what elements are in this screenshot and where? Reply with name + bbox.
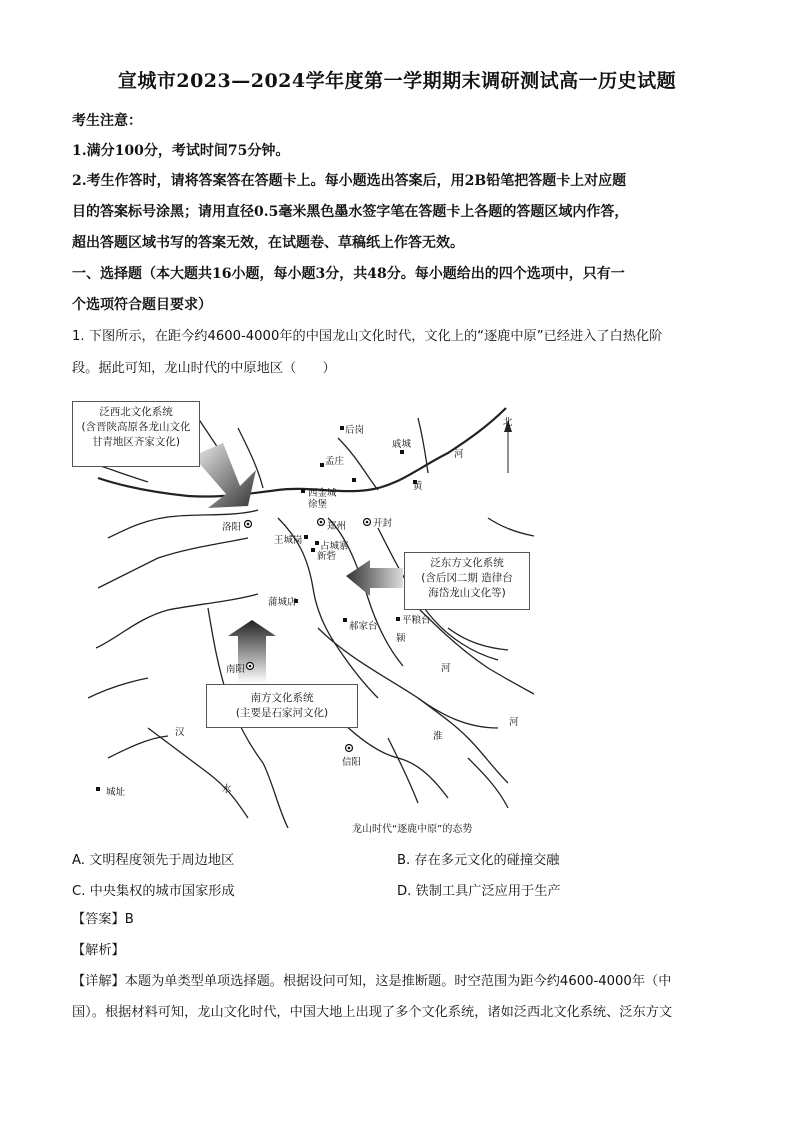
north-label: 北 [503,417,513,428]
south-culture-detail: (主要是石家河文化) [235,707,329,719]
option-d[interactable]: D. 铁制工具广泛应用于生产 [397,884,561,899]
arrow-east-icon [346,560,403,596]
detail-line-2: 国）。根据材料可知，龙山文化时代，中国大地上出现了多个文化系统，诸如泛西北文化系统、泛东方文 [72,1005,673,1020]
east-culture-detail-2: 海岱龙山文化等) [428,587,506,599]
question-1-stem-line-2: 段。据此可知，龙山时代的中原地区（ ） [72,361,336,376]
river-label-huai: 淮 [433,731,443,742]
east-culture-detail-1: (含后冈二期 造律台 [421,572,513,584]
east-culture-title: 泛东方文化系统 [430,557,504,569]
northwest-culture-title: 泛西北文化系统 [99,406,173,418]
city-luoyang: 洛阳 [222,522,242,533]
section-heading-line-1: 一、选择题（本大题共16小题，每小题3分，共48分。每小题给出的四个选项中，只有一 [72,266,625,282]
northwest-culture-detail-2: 甘青地区齐家文化) [91,436,181,448]
south-culture-box [206,684,358,728]
river-label-shui: 水 [222,784,232,795]
site-zhanchengzhai: 占城寨 [320,541,349,552]
answer-line: 【答案】B [72,912,134,927]
site-puchengdian: 蒲城店 [268,597,297,608]
question-1-stem-line-1: 1. 下图所示，在距今约4600-4000年的中国龙山文化时代，文化上的“逐鹿中原”已经进入了白热化阶 [72,329,663,344]
notice-item-2-line-1: 2.考生作答时，请将答案答在答题卡上。每小题选出答案后，用2B铅笔把答题卡上对应题 [72,173,627,189]
river-label-ying: 颍 [396,633,406,644]
site-haojiatai: 郝家台 [349,621,378,632]
legend-city-site: 城址 [106,787,126,798]
east-culture-box [404,552,530,610]
longshan-culture-map [81,398,534,835]
site-xinzhai: 新砦 [317,551,337,562]
option-c[interactable]: C. 中央集权的城市国家形成 [72,884,235,899]
city-kaifeng: 开封 [373,518,393,529]
northwest-culture-detail-1: (含晋陕高原各龙山文化 [81,421,191,433]
page-title: 宣城市2023—2024学年度第一学期期末调研测试高一历史试题 [117,70,677,92]
city-nanyang: 南阳 [226,664,246,675]
site-mengzhuang: 孟庄 [325,456,345,467]
south-culture-title: 南方文化系统 [250,692,314,704]
option-a[interactable]: A. 文明程度领先于周边地区 [72,853,235,868]
notice-heading: 考生注意： [72,113,142,129]
notice-item-1: 1.满分100分，考试时间75分钟。 [72,143,290,159]
notice-item-2-line-2: 目的答案标号涂黑；请用直径0.5毫米黑色墨水签字笔在答题卡上各题的答题区域内作答， [72,204,629,220]
northwest-culture-box [72,401,200,467]
arrow-northwest-icon [193,443,256,508]
site-xijincheng: 西金城 [308,488,337,499]
river-label-he-2: 河 [441,663,451,674]
detail-line-1: 【详解】本题为单类型单项选择题。根据设问可知，这是推断题。时空范围为距今约4600-4000年（中 [72,974,672,989]
city-xinyang: 信阳 [342,757,362,768]
river-label-he-1: 河 [454,449,464,460]
option-b[interactable]: B. 存在多元文化的碰撞交融 [397,853,560,868]
site-hougang: 后岗 [345,425,365,436]
river-label-huang: 黄 [413,481,423,492]
city-zhengzhou: 郑州 [327,521,347,532]
river-label-he-3: 河 [509,717,519,728]
site-pingliangtai: 平粮台 [402,615,431,626]
site-wangchenggang: 王城岗 [274,535,303,546]
site-xubao: 徐堡 [308,499,328,510]
notice-item-2-line-3: 超出答题区域书写的答案无效，在试题卷、草稿纸上作答无效。 [72,235,464,251]
site-qiancheng: 戚城 [392,439,412,450]
section-heading-line-2: 个选项符合题目要求） [72,297,212,313]
river-label-han: 汉 [175,727,185,738]
analysis-heading: 【解析】 [72,943,125,958]
map-caption: 龙山时代“逐鹿中原”的态势 [352,824,473,835]
